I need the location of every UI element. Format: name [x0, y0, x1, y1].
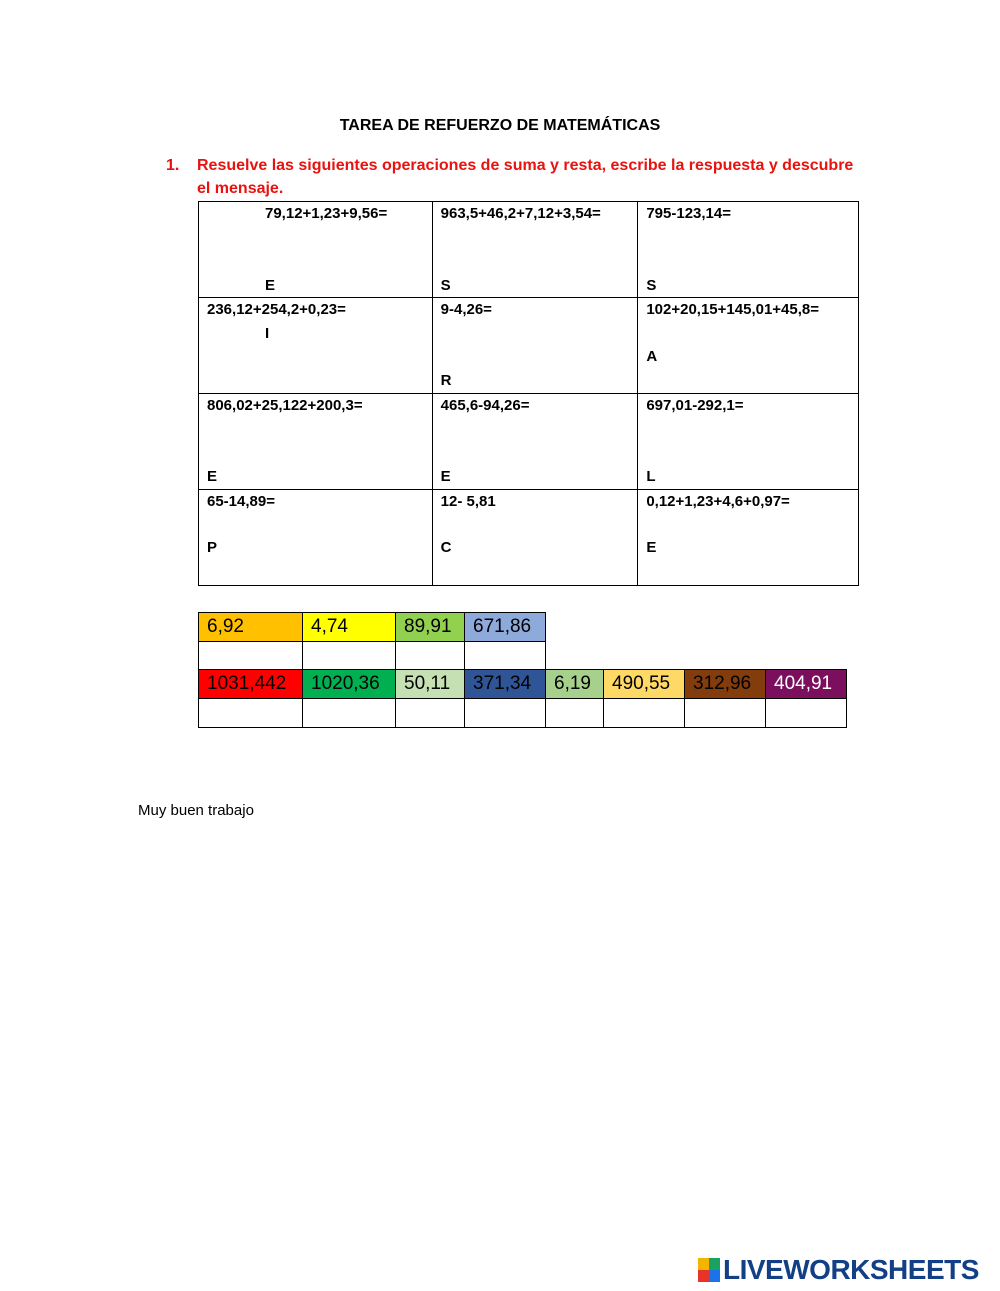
operation-cell [199, 202, 433, 298]
operation-letter: C [440, 539, 452, 556]
footer-text: Muy buen trabajo [138, 802, 254, 819]
answer-value-cell: 1031,442 [199, 670, 303, 699]
liveworksheets-icon [698, 1258, 720, 1282]
answer-values-row [199, 670, 847, 699]
answer-value-cell: 671,86 [465, 613, 546, 642]
operation-expression: 0,12+1,23+4,6+0,97= [646, 493, 790, 510]
operation-cell [199, 298, 433, 394]
instruction-number: 1. [166, 157, 180, 174]
operation-letter: E [207, 468, 218, 485]
operation-letter: E [646, 539, 657, 556]
icon-tile [698, 1258, 709, 1270]
answer-value-cell: 312,96 [685, 670, 766, 699]
operation-expression: 9-4,26= [440, 301, 492, 318]
answer-input-cell[interactable] [303, 642, 396, 671]
operation-expression: 236,12+254,2+0,23= [207, 301, 346, 318]
answer-value-cell: 490,55 [604, 670, 685, 699]
answer-input-cell[interactable] [396, 642, 465, 671]
icon-tile [709, 1258, 720, 1270]
operation-letter: R [440, 372, 452, 389]
operation-letter: S [646, 277, 657, 294]
operation-cell [638, 490, 859, 586]
operation-cell [638, 298, 859, 394]
answer-input-row [199, 642, 546, 671]
operation-cell [432, 394, 638, 490]
operations-table [198, 201, 859, 586]
answer-input-cell[interactable] [465, 642, 546, 671]
answer-value-cell: 6,19 [546, 670, 604, 699]
operation-cell [432, 298, 638, 394]
operation-cell [638, 394, 859, 490]
answer-value-cell: 1020,36 [303, 670, 396, 699]
operation-cell [638, 202, 859, 298]
answer-key-table-2 [198, 669, 847, 728]
operation-letter: E [440, 468, 451, 485]
operation-expression: 806,02+25,122+200,3= [207, 397, 363, 414]
answer-values-row [199, 613, 546, 642]
answer-input-cell[interactable] [396, 699, 465, 728]
answer-input-cell[interactable] [546, 699, 604, 728]
operation-letter: L [646, 468, 656, 485]
operation-expression: 12- 5,81 [440, 493, 496, 510]
operation-cell [432, 490, 638, 586]
answer-input-cell[interactable] [685, 699, 766, 728]
operation-expression: 102+20,15+145,01+45,8= [646, 301, 820, 318]
answer-value-cell: 50,11 [396, 670, 465, 699]
answer-input-cell[interactable] [199, 699, 303, 728]
answer-input-cell[interactable] [604, 699, 685, 728]
icon-tile [709, 1270, 720, 1282]
operation-expression: 795-123,14= [646, 205, 731, 222]
operation-letter: E [265, 277, 276, 294]
answer-key-table-1 [198, 612, 546, 671]
answer-value-cell: 371,34 [465, 670, 546, 699]
answer-input-cell[interactable] [303, 699, 396, 728]
operation-cell [432, 202, 638, 298]
operation-expression: 465,6-94,26= [440, 397, 530, 414]
operation-cell [199, 394, 433, 490]
operation-expression: 79,12+1,23+9,56= [265, 205, 388, 222]
operation-expression: 65-14,89= [207, 493, 275, 510]
answer-value-cell: 89,91 [396, 613, 465, 642]
page-title: TAREA DE REFUERZO DE MATEMÁTICAS [339, 117, 661, 134]
answer-input-cell[interactable] [766, 699, 847, 728]
icon-tile [698, 1270, 709, 1282]
operation-letter: I [265, 325, 270, 342]
answer-input-cell[interactable] [199, 642, 303, 671]
answer-input-row [199, 699, 847, 728]
operation-letter: P [207, 539, 218, 556]
answer-value-cell: 404,91 [766, 670, 847, 699]
operation-cell [199, 490, 433, 586]
logo-text: LIVEWORKSHEETS [723, 1254, 979, 1285]
liveworksheets-logo[interactable] [698, 1255, 979, 1285]
operation-expression: 963,5+46,2+7,12+3,54= [440, 205, 601, 222]
operation-letter: S [440, 277, 451, 294]
instruction-text: Resuelve las siguientes operaciones de suma y resta, escribe la respuesta y descubre el mensaje. [197, 157, 854, 197]
answer-input-cell[interactable] [465, 699, 546, 728]
answer-value-cell: 4,74 [303, 613, 396, 642]
operation-letter: A [646, 348, 658, 365]
operation-expression: 697,01-292,1= [646, 397, 744, 414]
answer-value-cell: 6,92 [199, 613, 303, 642]
